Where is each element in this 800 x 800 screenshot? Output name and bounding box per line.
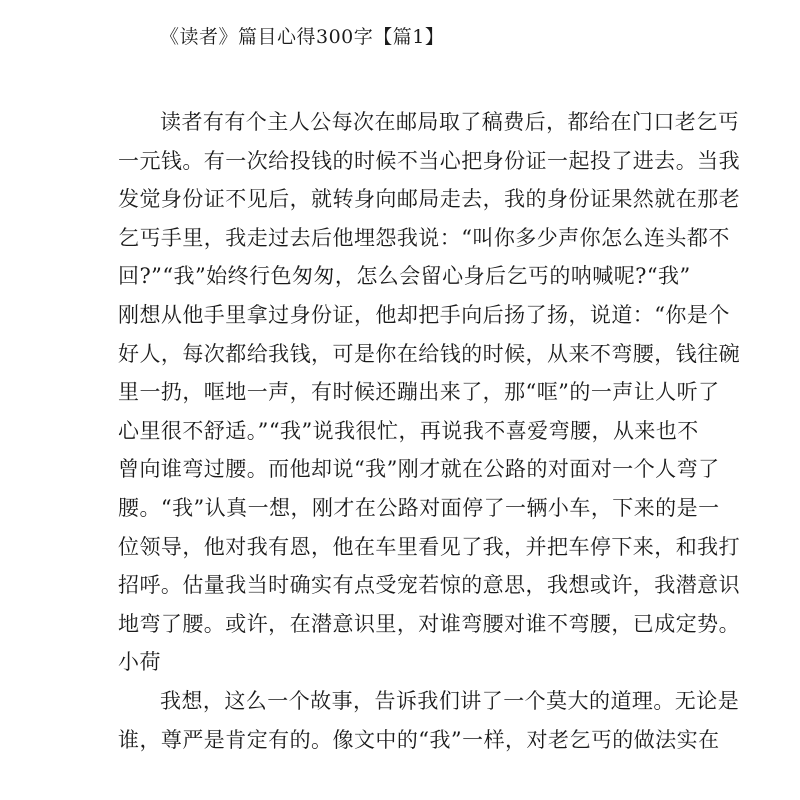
paragraph-1-line-4: 乞丐手里，我走过去后他埋怨我说：“叫你多少声你怎么连头都不 — [118, 225, 730, 250]
paragraph-1-line-10: 曾向谁弯过腰。而他却说“我”刚才就在公路的对面对一个人弯了 — [118, 457, 720, 482]
paragraph-1-line-12: 位领导，他对我有恩，他在车里看见了我，并把车停下来，和我打 — [118, 534, 741, 559]
paragraph-1-line-11: 腰。“我”认真一想，刚才在公路对面停了一辆小车，下来的是一 — [118, 495, 720, 520]
paragraph-1-line-6: 刚想从他手里拿过身份证，他却把手向后扬了扬，说道：“你是个 — [118, 302, 730, 327]
document-body — [118, 103, 741, 759]
paragraph-1-line-9: 心里很不舒适。”“我”说我很忙，再说我不喜爱弯腰，从来也不 — [118, 418, 699, 443]
paragraph-1-line-3: 发觉身份证不见后，就转身向邮局走去，我的身份证果然就在那老 — [118, 187, 741, 212]
paragraph-1-line-2: 一元钱。有一次给投钱的时候不当心把身份证一起投了进去。当我 — [118, 148, 741, 173]
document-title: 《读者》篇目心得300字【篇1】 — [160, 26, 445, 48]
paragraph-1-line-5: 回?”“我”始终行色匆匆，怎么会留心身后乞丐的呐喊呢?“我” — [118, 264, 691, 289]
paragraph-1-line-14: 地弯了腰。或许，在潜意识里，对谁弯腰对谁不弯腰，已成定势。 — [118, 611, 741, 636]
paragraph-1-line-7: 好人，每次都给我钱，可是你在给钱的时候，从来不弯腰，钱往碗 — [118, 341, 741, 366]
paragraph-2-line-2: 谁，尊严是肯定有的。像文中的“我”一样，对老乞丐的做法实在 — [118, 727, 720, 752]
paragraph-1-line-15: 小荷 — [118, 650, 161, 675]
paragraph-1-line-8: 里一扔，哐地一声，有时候还蹦出来了，那“哐”的一声让人听了 — [118, 380, 720, 405]
paragraph-1-line-13: 招呼。估量我当时确实有点受宠若惊的意思，我想或许，我潜意识 — [118, 573, 741, 598]
paragraph-2-line-1: 我想，这么一个故事，告诉我们讲了一个莫大的道理。无论是 — [160, 688, 740, 713]
paragraph-1-line-1: 读者有有个主人公每次在邮局取了稿费后，都给在门口老乞丐 — [160, 110, 740, 134]
